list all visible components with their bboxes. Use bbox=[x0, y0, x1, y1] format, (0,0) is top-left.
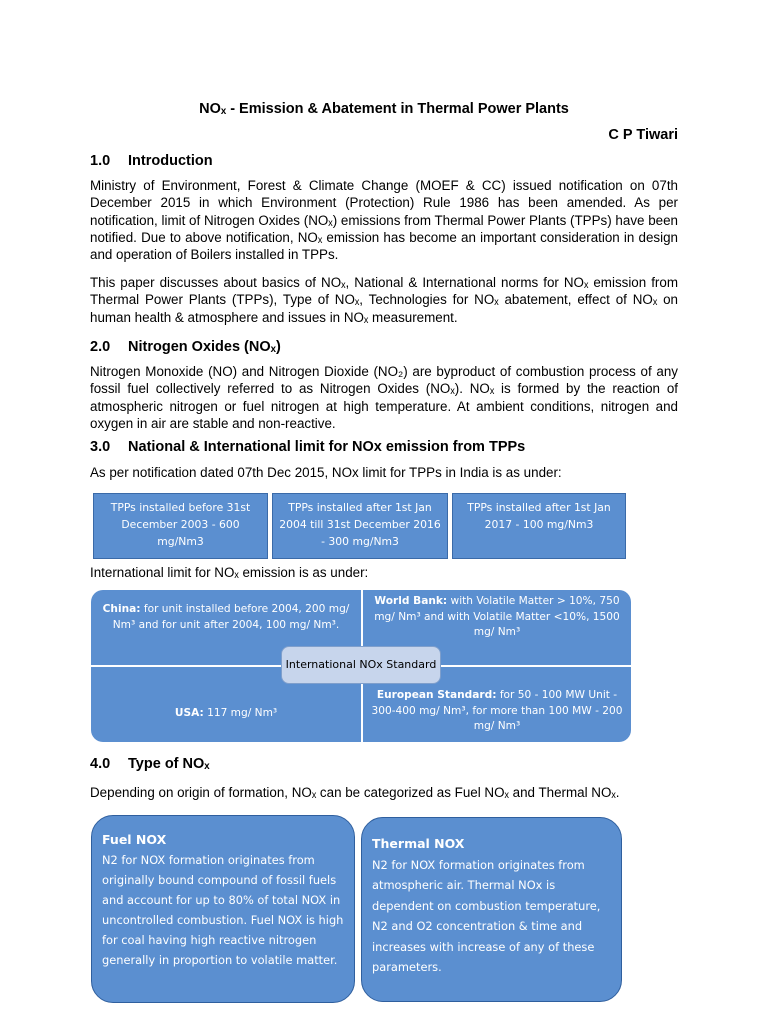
world-bank-quadrant bbox=[369, 594, 625, 641]
section-4-paragraph-1: Depending on origin of formation, NOₓ can be categorized as Fuel NOₓ and Thermal NOₓ. bbox=[90, 785, 620, 800]
india-limit-box-3: TPPs installed after 1st Jan 2017 - 100 mg/Nm3 bbox=[452, 493, 626, 559]
section-2-heading bbox=[90, 339, 281, 355]
section-1-heading bbox=[90, 153, 213, 169]
thermal-nox-title: Thermal NOX bbox=[372, 836, 465, 851]
section-2-paragraph-1: Nitrogen Monoxide (NO) and Nitrogen Dioxide (NO₂) are byproduct of combustion process of any fossil fuel collectively referred to as Nitrogen Oxides (NOₓ). NOₓ is formed by the reaction of atmospheric nitrogen or fuel nitrogen at high temperature. At ambient conditions, nitrogen and oxygen in air are stable and non-reactive. bbox=[90, 364, 678, 431]
author-name: C P Tiwari bbox=[608, 127, 678, 143]
section-4-heading bbox=[90, 756, 210, 772]
fuel-nox-box bbox=[91, 815, 355, 1003]
china-label: China: bbox=[102, 603, 141, 615]
section-3-heading bbox=[90, 439, 525, 455]
india-limit-box-1: TPPs installed before 31st December 2003 - 600 mg/Nm3 bbox=[93, 493, 268, 559]
european-text: for 50 - 100 MW Unit - 300-400 mg/ Nm³, for more than 100 MW - 200 mg/ Nm³ bbox=[371, 689, 623, 732]
china-quadrant bbox=[97, 602, 355, 633]
usa-quadrant bbox=[97, 706, 355, 722]
section-number: 3.0 bbox=[90, 439, 111, 455]
section-title: Type of NOₓ bbox=[128, 756, 210, 772]
world-bank-text: with Volatile Matter > 10%, 750 mg/ Nm³ and with Volatile Matter <10%, 1500 mg/ Nm³ bbox=[374, 595, 620, 638]
section-title: Introduction bbox=[128, 153, 213, 169]
usa-text: 117 mg/ Nm³ bbox=[203, 707, 278, 719]
section-number: 1.0 bbox=[90, 153, 111, 169]
international-standard-center-label: International NOx Standard bbox=[281, 646, 441, 684]
section-3-paragraph-2: International limit for NOₓ emission is as under: bbox=[90, 565, 369, 580]
world-bank-label: World Bank: bbox=[374, 595, 448, 607]
page-title: NOₓ - Emission & Abatement in Thermal Power Plants bbox=[199, 101, 569, 117]
thermal-nox-box bbox=[361, 817, 622, 1002]
european-quadrant bbox=[369, 688, 625, 735]
european-label: European Standard: bbox=[376, 689, 497, 701]
section-number: 2.0 bbox=[90, 339, 111, 355]
section-1-paragraph-2: This paper discusses about basics of NOₓ, National & International norms for NOₓ emission from Thermal Power Plants (TPPs), Type of NOₓ, Technologies for NOₓ abatement, effect of NOₓ on human health & atmosphere and issues in NOₓ measurement. bbox=[90, 275, 678, 325]
usa-label: USA: bbox=[174, 707, 204, 719]
section-number: 4.0 bbox=[90, 756, 111, 772]
china-text: for unit installed before 2004, 200 mg/ Nm³ and for unit after 2004, 100 mg/ Nm³. bbox=[112, 603, 350, 631]
section-3-paragraph-1: As per notification dated 07th Dec 2015, NOx limit for TPPs in India is as under: bbox=[90, 465, 562, 480]
fuel-nox-title: Fuel NOX bbox=[102, 832, 167, 847]
section-1-paragraph-1: Ministry of Environment, Forest & Climate Change (MOEF & CC) issued notification on 07th December 2015 in which Environment (Protection) Rule 1986 has been amended. As per notification, limit of Nitrogen Oxides (NOₓ) emissions from Thermal Power Plants (TPPs) have been notified. Due to above notification, NOₓ emission has become an important consideration in design and operation of Boilers installed in TPPs. bbox=[90, 178, 678, 263]
section-title: National & International limit for NOx emission from TPPs bbox=[128, 439, 526, 455]
fuel-nox-text: N2 for NOX formation originates from originally bound compound of fossil fuels and account for up to 80% of total NOX in uncontrolled combustion. Fuel NOX is high for coal having high reactive nitrogen generally in proportion to volatile matter. bbox=[102, 853, 344, 967]
section-title: Nitrogen Oxides (NOₓ) bbox=[128, 339, 281, 355]
india-limit-box-2: TPPs installed after 1st Jan 2004 till 31st December 2016 - 300 mg/Nm3 bbox=[272, 493, 448, 559]
thermal-nox-text: N2 for NOX formation originates from atmospheric air. Thermal NOx is dependent on combustion temperature, N2 and O2 concentration & time and increases with increase of any of these parameters. bbox=[372, 857, 601, 974]
